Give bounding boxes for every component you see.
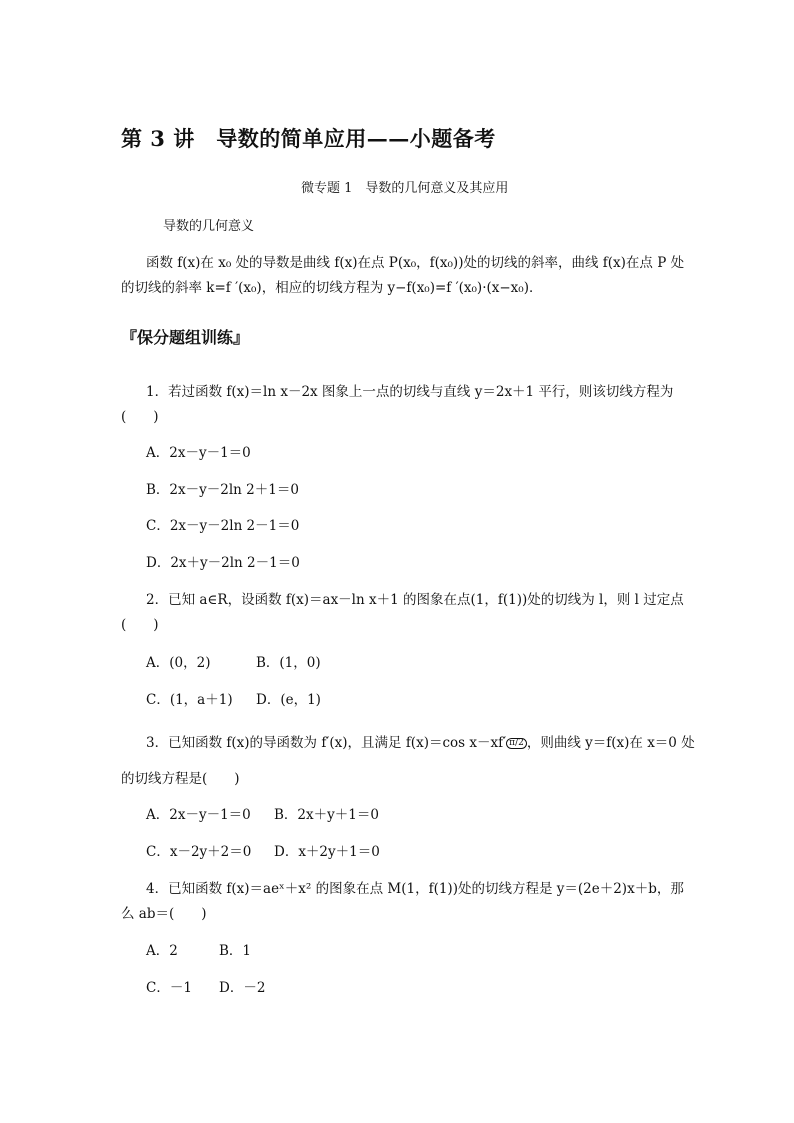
question-3-fraction: π/2	[506, 738, 527, 749]
question-4-option-b: B．1	[219, 943, 252, 959]
question-2-option-a: A．(0，2)	[146, 655, 211, 671]
question-2-option-d: D．(e，1)	[256, 692, 321, 708]
question-3-option-c: C．x－2y＋2＝0	[146, 844, 252, 860]
question-3-stem-part-2: ，则曲线 y＝f(x)在 x＝0 处	[526, 735, 695, 751]
question-2-option-c: C．(1，a＋1)	[146, 692, 233, 708]
question-1-option-d: D．2x＋y－2ln 2－1＝0	[146, 555, 300, 571]
section-title: 『保分题组训练』	[121, 328, 250, 347]
question-3-option-a: A．2x－y－1＝0	[146, 807, 251, 823]
concept-line-1: 函数 f(x)在 x₀ 处的导数是曲线 f(x)在点 P(x₀，f(x₀))处的切线的斜率，曲线 f(x)在点 P 处	[146, 255, 685, 271]
question-1-stem-cont: ( )	[121, 409, 159, 425]
question-3-stem-part-1: 3．已知函数 f(x)的导函数为 f′(x)，且满足 f(x)＝cos x－xf′	[146, 735, 507, 751]
question-2-stem-cont: ( )	[121, 617, 159, 633]
question-3-option-b: B．2x＋y＋1＝0	[274, 807, 379, 823]
question-4-option-a: A．2	[146, 943, 178, 959]
question-1-option-b: B．2x－y－2ln 2＋1＝0	[146, 482, 299, 498]
question-1-option-a: A．2x－y－1＝0	[146, 445, 251, 461]
page-title: 第 3 讲 导数的简单应用——小题备考	[121, 126, 496, 151]
question-3-option-d: D．x＋2y＋1＝0	[274, 844, 380, 860]
question-3-stem-cont: 的切线方程是( )	[121, 771, 240, 787]
question-2-stem: 2．已知 a∈R，设函数 f(x)＝ax－ln x＋1 的图象在点(1，f(1))处的切线为 l，则 l 过定点	[146, 592, 684, 608]
subtopic-title: 微专题 1 导数的几何意义及其应用	[301, 181, 509, 196]
concept-line-2: 的切线的斜率 k=f ′(x₀)，相应的切线方程为 y−f(x₀)=f ′(x₀)·(x−x₀)．	[121, 280, 543, 296]
question-4-stem: 4．已知函数 f(x)＝aeˣ＋x² 的图象在点 M(1，f(1))处的切线方程是 y＝(2e＋2)x＋b，那	[146, 881, 684, 897]
question-1-stem: 1．若过函数 f(x)＝ln x－2x 图象上一点的切线与直线 y＝2x＋1 平行，则该切线方程为	[146, 384, 674, 400]
question-4-stem-cont: 么 ab＝( )	[121, 906, 207, 922]
concept-heading: 导数的几何意义	[163, 219, 255, 234]
question-4-option-c: C．－1	[146, 980, 192, 996]
question-4-option-d: D．－2	[219, 980, 266, 996]
question-2-option-b: B．(1，0)	[256, 655, 321, 671]
question-1-option-c: C．2x－y－2ln 2－1＝0	[146, 518, 300, 534]
question-3-stem	[146, 731, 695, 751]
